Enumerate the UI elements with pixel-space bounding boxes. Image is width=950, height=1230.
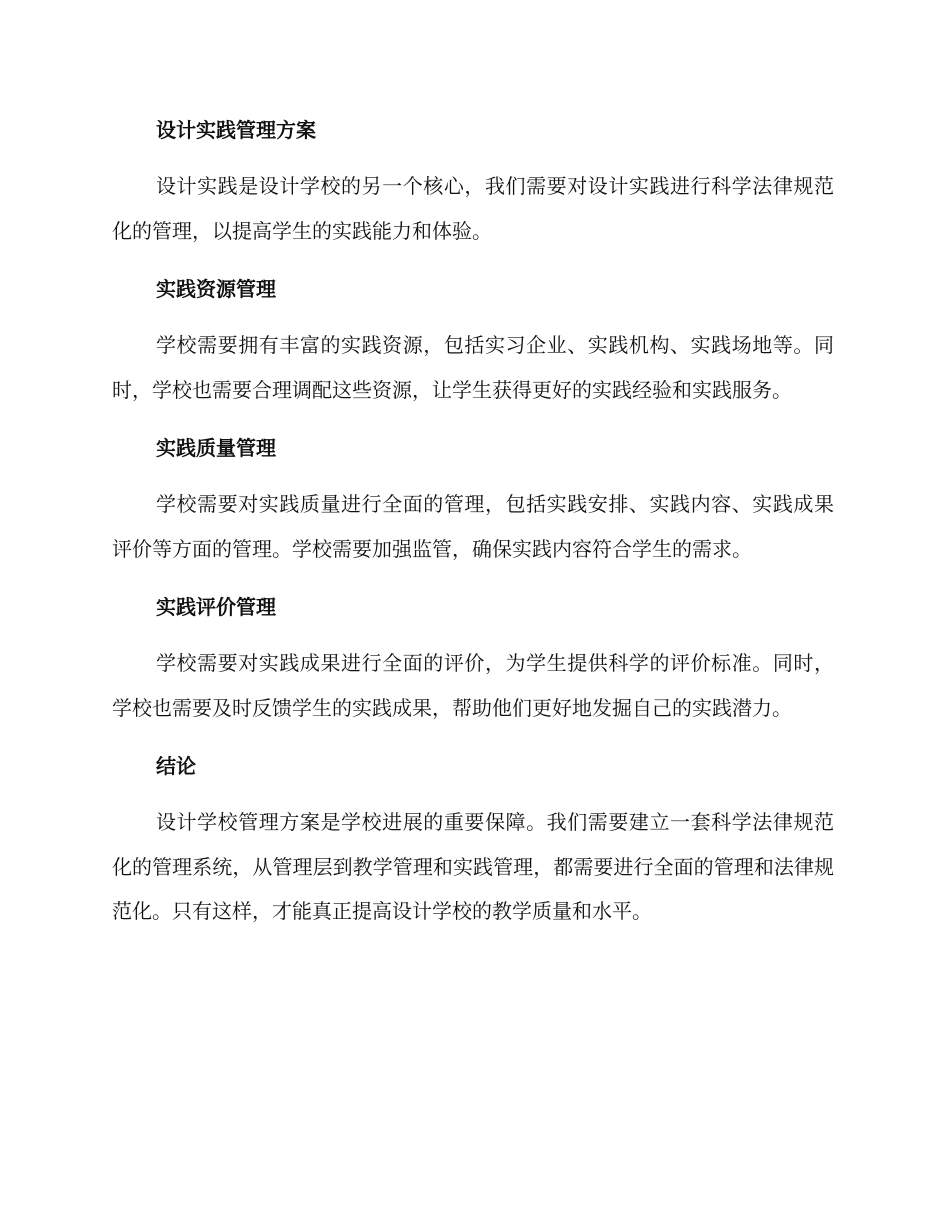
section-paragraph-practice-plan: 设计实践是设计学校的另一个核心，我们需要对设计实践进行科学法律规范化的管理，以提高学生的实践能力和体验。	[112, 174, 834, 243]
section-paragraph-evaluation-management: 学校需要对实践成果进行全面的评价，为学生提供科学的评价标准。同时，学校也需要及时反馈学生的实践成果，帮助他们更好地发掘自己的实践潜力。	[112, 651, 834, 720]
document-body	[112, 108, 834, 948]
section-paragraph-resource-management: 学校需要拥有丰富的实践资源，包括实习企业、实践机构、实践场地等。同时，学校也需要合理调配这些资源，让学生获得更好的实践经验和实践服务。	[112, 333, 834, 402]
section-heading-practice-plan: 设计实践管理方案	[156, 118, 316, 142]
section-heading-quality-management: 实践质量管理	[156, 436, 276, 460]
section-paragraph-conclusion: 设计学校管理方案是学校进展的重要保障。我们需要建立一套科学法律规范化的管理系统，从管理层到教学管理和实践管理，都需要进行全面的管理和法律规范化。只有这样，才能真正提高设计学校的教学质量和水平。	[112, 810, 834, 923]
section-heading-resource-management: 实践资源管理	[156, 277, 276, 301]
section-heading-evaluation-management: 实践评价管理	[156, 595, 276, 619]
section-paragraph-quality-management: 学校需要对实践质量进行全面的管理，包括实践安排、实践内容、实践成果评价等方面的管理。学校需要加强监管，确保实践内容符合学生的需求。	[112, 492, 834, 561]
section-heading-conclusion: 结论	[156, 754, 196, 778]
